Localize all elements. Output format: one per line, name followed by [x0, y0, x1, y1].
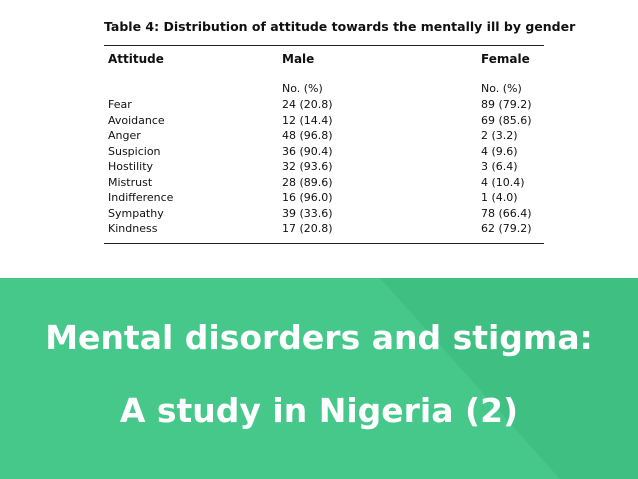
table-cell-female: 69 (85.6): [481, 113, 532, 127]
table-cell-attitude: Kindness: [108, 222, 158, 235]
table-cell-female: 4 (10.4): [481, 175, 525, 189]
table-bottom-rule: [104, 243, 544, 244]
subheader-female: No. (%): [481, 82, 522, 95]
title-banner: [0, 278, 638, 479]
table-cell-attitude: Suspicion: [108, 144, 161, 158]
table-cell-attitude: Fear: [108, 98, 132, 111]
table-cell-attitude: Avoidance: [108, 113, 165, 127]
slide-title-line-2: A study in Nigeria (2): [119, 391, 519, 430]
table-cell-female: 89 (79.2): [481, 98, 532, 111]
table-cell-male: 32 (93.6): [282, 160, 333, 173]
table-cell-attitude: Anger: [108, 129, 141, 142]
table-cell-male: 12 (14.4): [282, 113, 333, 127]
table-cell-male: 24 (20.8): [282, 98, 333, 111]
table-cell-female: 62 (79.2): [481, 222, 532, 235]
table-cell-female: 1 (4.0): [481, 191, 518, 204]
banner-diagonal-shade: [0, 278, 638, 479]
column-header-male: Male: [282, 52, 315, 66]
table-caption: Table 4: Distribution of attitude towards the mentally ill by gender: [104, 19, 576, 34]
subheader-male: No. (%): [282, 82, 323, 95]
table-cell-attitude: Hostility: [108, 160, 154, 173]
table-cell-female: 2 (3.2): [481, 129, 518, 142]
table-cell-female: 78 (66.4): [481, 206, 532, 220]
table-cell-attitude: Indifference: [108, 191, 174, 204]
table-cell-female: 4 (9.6): [481, 144, 518, 158]
table-top-rule: [104, 45, 544, 46]
table-cell-attitude: Mistrust: [108, 175, 153, 189]
slide-title-line-1: Mental disorders and stigma:: [45, 318, 593, 357]
table-cell-female: 3 (6.4): [481, 160, 518, 173]
table-cell-male: 28 (89.6): [282, 175, 333, 189]
table-cell-male: 48 (96.8): [282, 129, 333, 142]
table-cell-male: 17 (20.8): [282, 222, 333, 235]
column-header-female: Female: [481, 52, 530, 66]
table-cell-male: 16 (96.0): [282, 191, 333, 204]
table-cell-male: 36 (90.4): [282, 144, 333, 158]
table-cell-attitude: Sympathy: [108, 206, 164, 220]
column-header-attitude: Attitude: [108, 52, 164, 66]
table-cell-male: 39 (33.6): [282, 206, 333, 220]
